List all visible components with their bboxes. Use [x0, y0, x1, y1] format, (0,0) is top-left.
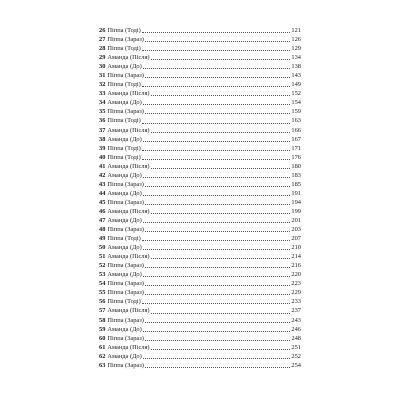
toc-entry [99, 135, 301, 144]
dot-leader [145, 367, 291, 368]
page-number: 194 [291, 198, 301, 206]
dot-leader [145, 204, 291, 205]
page-number: 251 [291, 343, 301, 351]
dot-leader [151, 213, 291, 214]
dot-leader [142, 32, 291, 33]
dot-leader [151, 168, 291, 169]
chapter-number: 41 [99, 162, 106, 170]
dot-leader [145, 322, 291, 323]
page-number: 129 [291, 45, 301, 53]
chapter-number: 53 [99, 271, 106, 279]
chapter-number: 38 [99, 135, 106, 143]
toc-entry [99, 53, 301, 62]
chapter-title: Піппа (Тоді) [107, 235, 141, 243]
toc-entry [99, 116, 301, 125]
toc-entry [99, 243, 301, 252]
dot-leader [145, 186, 291, 187]
page-number: 220 [291, 271, 301, 279]
chapter-title: Аманда (До) [107, 244, 142, 252]
chapter-title: Піппа (Зараз) [107, 361, 144, 369]
toc-entry [99, 171, 301, 180]
page-number: 159 [291, 108, 301, 116]
page-number: 246 [291, 325, 301, 333]
dot-leader [143, 249, 291, 250]
chapter-title: Аманда (Після) [107, 162, 150, 170]
chapter-title: Аманда (До) [107, 135, 142, 143]
dot-leader [145, 294, 291, 295]
page-number: 152 [291, 90, 301, 98]
toc-entry [99, 252, 301, 261]
toc-entry [99, 80, 301, 89]
page-number: 167 [291, 135, 301, 143]
dot-leader [151, 258, 291, 259]
toc-entry [99, 325, 301, 334]
toc-entry [99, 316, 301, 325]
page-number: 138 [291, 63, 301, 71]
chapter-number: 36 [99, 117, 106, 125]
toc-entry [99, 352, 301, 361]
toc-entry [99, 288, 301, 297]
table-of-contents [99, 26, 301, 370]
page-number: 199 [291, 207, 301, 215]
chapter-number: 48 [99, 226, 106, 234]
chapter-number: 33 [99, 90, 106, 98]
toc-entry [99, 180, 301, 189]
page-number: 126 [291, 36, 301, 44]
chapter-number: 27 [99, 36, 106, 44]
toc-entry [99, 234, 301, 243]
chapter-number: 58 [99, 316, 106, 324]
page-number: 149 [291, 81, 301, 89]
page-number: 121 [291, 27, 301, 34]
dot-leader [143, 68, 291, 69]
chapter-number: 52 [99, 262, 106, 270]
chapter-title: Аманда (До) [107, 189, 142, 197]
toc-entry [99, 35, 301, 44]
dot-leader [143, 331, 291, 332]
toc-entry [99, 189, 301, 198]
toc-entry [99, 107, 301, 116]
chapter-title: Піппа (Зараз) [107, 334, 144, 342]
page-number: 185 [291, 180, 301, 188]
dot-leader [143, 195, 291, 196]
chapter-title: Піппа (Зараз) [107, 180, 144, 188]
chapter-title: Аманда (До) [107, 63, 142, 71]
chapter-number: 29 [99, 54, 106, 62]
chapter-title: Аманда (До) [107, 171, 142, 179]
page-number: 254 [291, 361, 301, 369]
dot-leader [151, 313, 291, 314]
chapter-title: Аманда (Після) [107, 307, 150, 315]
chapter-number: 28 [99, 45, 106, 53]
chapter-title: Піппа (Тоді) [107, 81, 141, 89]
page-number: 233 [291, 298, 301, 306]
dot-leader [151, 59, 291, 60]
chapter-title: Піппа (Зараз) [107, 226, 144, 234]
chapter-title: Піппа (Зараз) [107, 289, 144, 297]
chapter-number: 26 [99, 27, 106, 34]
chapter-title: Піппа (Тоді) [107, 153, 141, 161]
chapter-number: 31 [99, 72, 106, 80]
page-number: 216 [291, 262, 301, 270]
chapter-title: Піппа (Тоді) [107, 45, 141, 53]
chapter-number: 59 [99, 325, 106, 333]
dot-leader [143, 222, 291, 223]
toc-entry [99, 62, 301, 71]
page-number: 201 [291, 216, 301, 224]
chapter-title: Піппа (Зараз) [107, 72, 144, 80]
dot-leader [143, 358, 291, 359]
dot-leader [142, 150, 291, 151]
dot-leader [151, 349, 291, 350]
dot-leader [142, 303, 291, 304]
chapter-number: 61 [99, 343, 106, 351]
chapter-title: Аманда (Після) [107, 54, 150, 62]
dot-leader [143, 276, 291, 277]
chapter-title: Аманда (Після) [107, 90, 150, 98]
page-number: 191 [291, 189, 301, 197]
toc-entry [99, 44, 301, 53]
dot-leader [143, 177, 291, 178]
chapter-number: 45 [99, 198, 106, 206]
chapter-title: Аманда (До) [107, 216, 142, 224]
chapter-number: 47 [99, 216, 106, 224]
page-number: 143 [291, 72, 301, 80]
chapter-number: 43 [99, 180, 106, 188]
toc-entry [99, 207, 301, 216]
chapter-number: 54 [99, 280, 106, 288]
dot-leader [143, 104, 291, 105]
dot-leader [143, 141, 291, 142]
chapter-number: 46 [99, 207, 106, 215]
page-number: 210 [291, 244, 301, 252]
toc-entry [99, 198, 301, 207]
chapter-title: Піппа (Тоді) [107, 27, 141, 34]
chapter-number: 42 [99, 171, 106, 179]
page-number: 176 [291, 153, 301, 161]
toc-entry [99, 216, 301, 225]
chapter-number: 50 [99, 244, 106, 252]
chapter-number: 57 [99, 307, 106, 315]
page-number: 154 [291, 99, 301, 107]
page-number: 248 [291, 334, 301, 342]
dot-leader [145, 41, 291, 42]
dot-leader [142, 240, 291, 241]
toc-entry [99, 98, 301, 107]
chapter-title: Аманда (До) [107, 271, 142, 279]
page-number: 237 [291, 307, 301, 315]
chapter-title: Аманда (До) [107, 352, 142, 360]
chapter-title: Аманда (Після) [107, 126, 150, 134]
chapter-number: 44 [99, 189, 106, 197]
chapter-number: 34 [99, 99, 106, 107]
chapter-title: Піппа (Тоді) [107, 117, 141, 125]
page-number: 171 [291, 144, 301, 152]
chapter-title: Піппа (Зараз) [107, 198, 144, 206]
chapter-title: Аманда (Після) [107, 253, 150, 261]
toc-entry [99, 153, 301, 162]
chapter-number: 63 [99, 361, 106, 369]
toc-list [99, 26, 301, 370]
dot-leader [145, 231, 291, 232]
page-number: 163 [291, 117, 301, 125]
page-number: 166 [291, 126, 301, 134]
toc-entry [99, 225, 301, 234]
chapter-number: 62 [99, 352, 106, 360]
chapter-number: 32 [99, 81, 106, 89]
chapter-title: Піппа (Зараз) [107, 280, 144, 288]
toc-entry [99, 126, 301, 135]
toc-entry [99, 297, 301, 306]
dot-leader [142, 123, 291, 124]
chapter-title: Аманда (До) [107, 99, 142, 107]
dot-leader [145, 267, 291, 268]
chapter-title: Аманда (До) [107, 325, 142, 333]
dot-leader [142, 86, 291, 87]
page-number: 243 [291, 316, 301, 324]
chapter-title: Піппа (Зараз) [107, 36, 144, 44]
dot-leader [151, 95, 291, 96]
chapter-number: 37 [99, 126, 106, 134]
toc-entry [99, 144, 301, 153]
page-number: 223 [291, 280, 301, 288]
toc-entry [99, 270, 301, 279]
chapter-number: 56 [99, 298, 106, 306]
chapter-title: Піппа (Зараз) [107, 316, 144, 324]
chapter-title: Аманда (Після) [107, 343, 150, 351]
page-number: 207 [291, 235, 301, 243]
toc-entry [99, 162, 301, 171]
page-number: 252 [291, 352, 301, 360]
chapter-number: 39 [99, 144, 106, 152]
chapter-number: 49 [99, 235, 106, 243]
page-number: 134 [291, 54, 301, 62]
chapter-number: 51 [99, 253, 106, 261]
toc-entry [99, 334, 301, 343]
page-number: 180 [291, 162, 301, 170]
chapter-number: 55 [99, 289, 106, 297]
toc-entry [99, 279, 301, 288]
page-number: 214 [291, 253, 301, 261]
dot-leader [151, 132, 291, 133]
dot-leader [142, 159, 291, 160]
chapter-title: Піппа (Зараз) [107, 108, 144, 116]
chapter-title: Аманда (Після) [107, 207, 150, 215]
chapter-number: 35 [99, 108, 106, 116]
chapter-number: 30 [99, 63, 106, 71]
toc-entry [99, 306, 301, 315]
chapter-title: Піппа (Тоді) [107, 144, 141, 152]
page-number: 183 [291, 171, 301, 179]
dot-leader [145, 113, 291, 114]
toc-entry [99, 361, 301, 370]
toc-entry [99, 71, 301, 80]
page-number: 229 [291, 289, 301, 297]
page-number: 203 [291, 226, 301, 234]
toc-entry [99, 26, 301, 35]
chapter-number: 40 [99, 153, 106, 161]
dot-leader [145, 340, 291, 341]
chapter-title: Піппа (Тоді) [107, 298, 141, 306]
chapter-number: 60 [99, 334, 106, 342]
toc-entry [99, 343, 301, 352]
toc-entry [99, 89, 301, 98]
dot-leader [145, 285, 291, 286]
dot-leader [145, 77, 291, 78]
dot-leader [142, 50, 291, 51]
chapter-title: Піппа (Зараз) [107, 262, 144, 270]
toc-entry [99, 261, 301, 270]
